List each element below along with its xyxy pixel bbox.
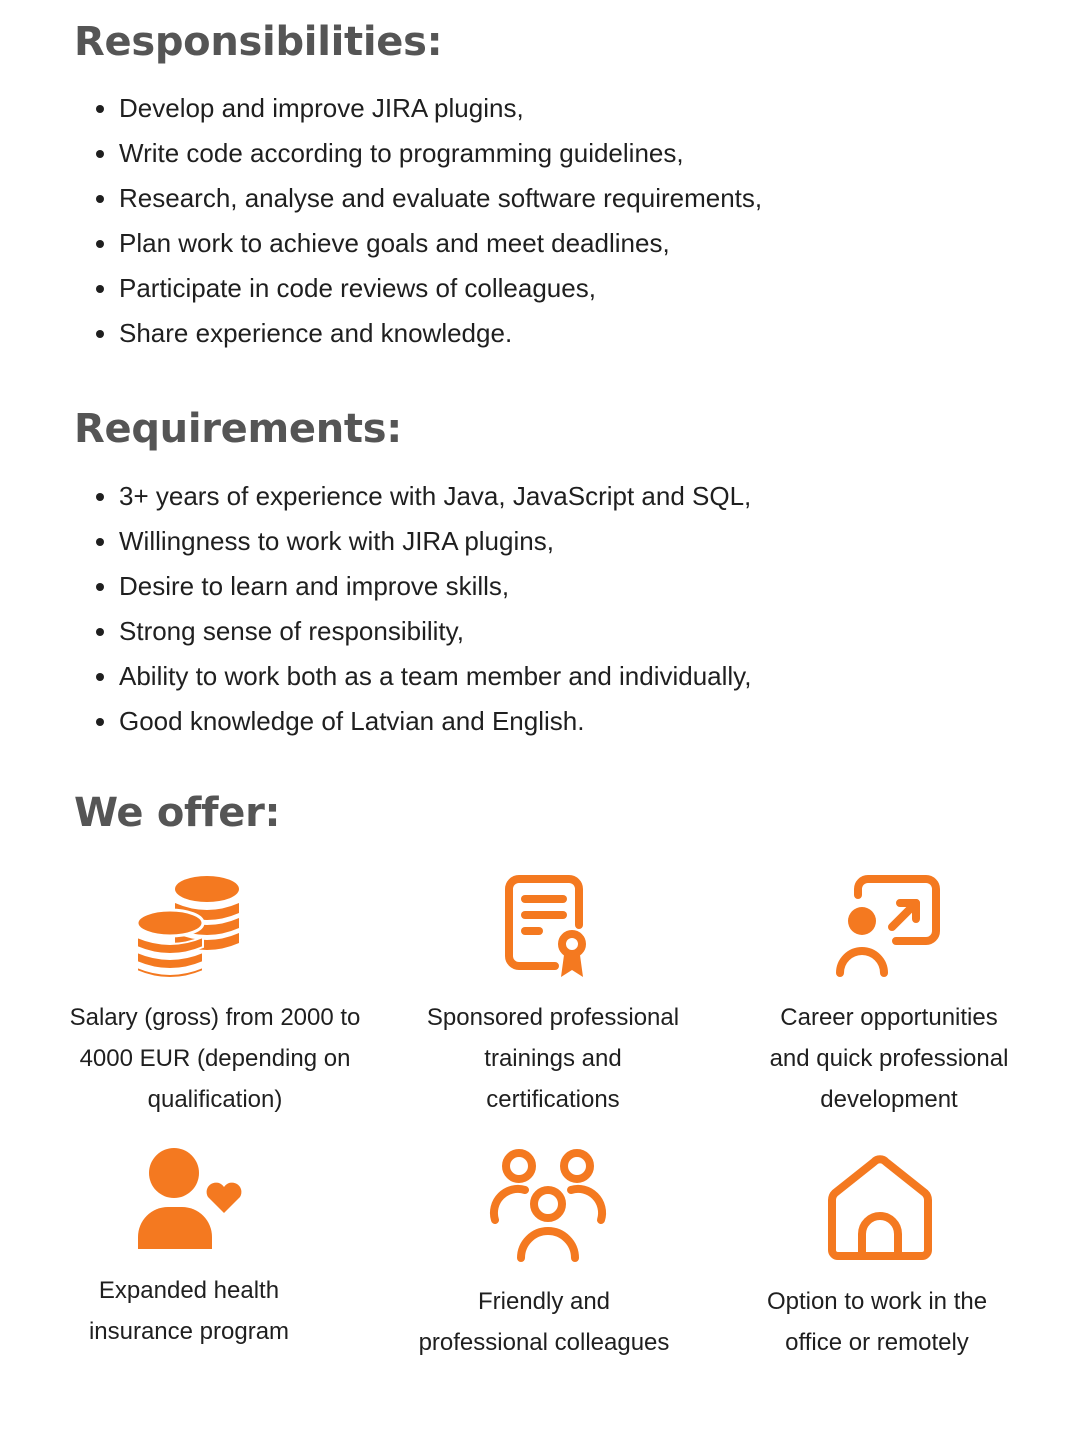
offer-text-line: qualification) (147, 1086, 283, 1113)
home-icon (826, 1154, 936, 1264)
offer-text-line: office or remotely (785, 1329, 969, 1356)
responsibilities-list (74, 86, 762, 356)
offer-item-colleagues (379, 1140, 709, 1370)
offer-text-line: trainings and (484, 1045, 622, 1072)
list-item: • Strong sense of responsibility, (119, 609, 751, 654)
offer-text-line: Salary (gross) from 2000 to (69, 1004, 361, 1031)
list-item: • Plan work to achieve goals and meet deadlines, (119, 221, 762, 266)
list-item: • Research, analyse and evaluate software requirements, (119, 176, 762, 221)
offer-text-line: and quick professional (769, 1045, 1009, 1072)
career-growth-icon (834, 873, 944, 983)
offer-text-line: Option to work in the (766, 1288, 988, 1315)
list-item: • Participate in code reviews of colleagues, (119, 266, 762, 311)
list-item: • Willingness to work with JIRA plugins, (119, 519, 751, 564)
offer-item-trainings (388, 870, 718, 1130)
offer-item-health (24, 1140, 354, 1370)
offer-text-line: professional colleagues (418, 1329, 670, 1356)
list-item: • Ability to work both as a team member and individually, (119, 654, 751, 699)
list-item: • Write code according to programming guidelines, (119, 131, 762, 176)
coins-icon (135, 873, 245, 983)
list-item: • Desire to learn and improve skills, (119, 564, 751, 609)
list-item: • Share experience and knowledge. (119, 311, 762, 356)
list-item: • Good knowledge of Latvian and English. (119, 699, 751, 744)
offer-text-line: Expanded health (98, 1277, 280, 1304)
health-person-heart-icon (136, 1145, 246, 1255)
responsibilities-heading: Responsibilities: (74, 19, 443, 65)
offer-heading: We offer: (74, 790, 281, 836)
offer-text-line: development (820, 1086, 958, 1113)
offer-item-salary (50, 870, 380, 1130)
offer-item-remote (712, 1140, 1042, 1370)
requirements-list (74, 474, 751, 744)
offer-text-line: Career opportunities (780, 1004, 998, 1031)
colleagues-group-icon (489, 1144, 609, 1269)
offer-text-line: 4000 EUR (depending on (79, 1045, 351, 1072)
list-item: • 3+ years of experience with Java, JavaScript and SQL, (119, 474, 751, 519)
offer-text-line: insurance program (88, 1318, 290, 1345)
requirements-heading: Requirements: (74, 406, 402, 452)
offer-text-line: certifications (486, 1086, 620, 1113)
offer-text-line: Sponsored professional (426, 1004, 680, 1031)
list-item: • Develop and improve JIRA plugins, (119, 86, 762, 131)
offer-text-line: Friendly and (477, 1288, 611, 1315)
certificate-icon (503, 873, 593, 983)
offer-item-career (724, 870, 1054, 1130)
